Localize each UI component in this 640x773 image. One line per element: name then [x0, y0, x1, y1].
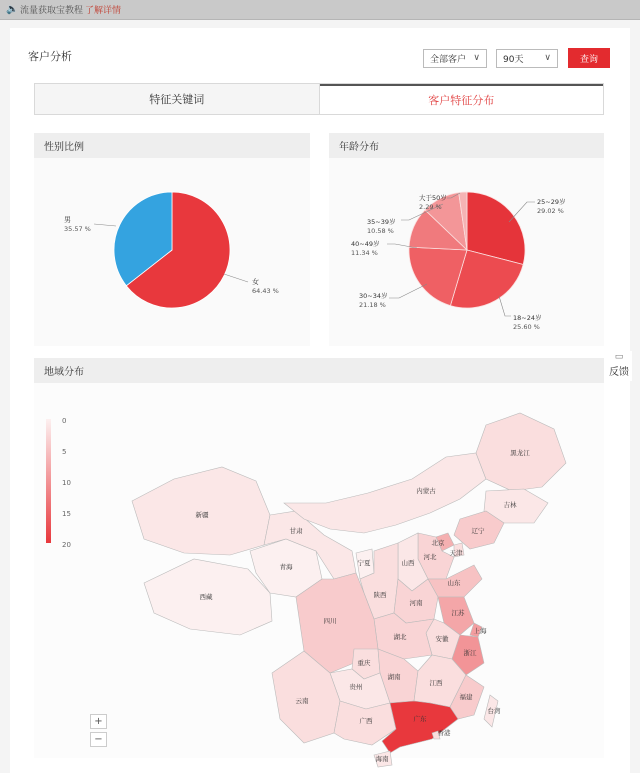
pie-category-label: 大于50岁	[419, 194, 447, 202]
age-card-title: 年龄分布	[329, 133, 604, 158]
map-province-label: 香港	[437, 729, 451, 737]
period-select-value: 90天	[503, 55, 524, 65]
map-province-label: 辽宁	[471, 527, 485, 535]
map-province-label: 湖北	[393, 633, 407, 641]
map-province-label: 内蒙古	[416, 487, 436, 495]
map-province-label: 上海	[473, 627, 487, 635]
pie-value-label: 21.18 %	[359, 301, 386, 309]
legend-tick-label: 10	[62, 479, 71, 487]
pie-category-label: 18~24岁	[513, 314, 542, 322]
map-province-label: 山西	[401, 559, 415, 567]
pie-category-label: 男	[64, 216, 71, 224]
map-province-label: 江西	[429, 679, 443, 687]
map-province-label: 黑龙江	[510, 449, 530, 457]
map-province-label: 河南	[409, 599, 423, 607]
pie-value-label: 64.43 %	[252, 287, 279, 295]
tab-bar	[34, 83, 604, 115]
map-province-label: 广西	[359, 717, 373, 725]
legend-tick-label: 0	[62, 417, 67, 425]
pie-label-line	[224, 274, 248, 282]
customer-select[interactable]	[423, 49, 487, 68]
pie-category-label: 25~29岁	[537, 198, 566, 206]
map-province-label: 河北	[423, 553, 437, 561]
map-province[interactable]	[284, 453, 486, 533]
map-province-label: 江苏	[451, 609, 465, 617]
gender-pie-chart	[34, 158, 310, 346]
map-province-label: 贵州	[349, 683, 363, 691]
chevron-down-icon: ∨	[473, 53, 480, 63]
tab-feature-keywords[interactable]: 特征关键词	[35, 84, 320, 114]
map-province-label: 福建	[459, 693, 473, 701]
feedback-button[interactable]	[606, 351, 632, 381]
gender-card	[34, 133, 310, 346]
pie-category-label: 30~34岁	[359, 292, 388, 300]
pie-value-label: 29.02 %	[537, 207, 564, 215]
customer-select-value: 全部客户	[430, 55, 467, 65]
map-province-label: 天津	[449, 549, 463, 557]
notice-link[interactable]: 了解详情	[85, 6, 122, 16]
age-card	[329, 133, 604, 346]
map-province-label: 新疆	[195, 511, 209, 519]
speaker-icon: 🔈	[6, 4, 19, 15]
map-province-label: 四川	[323, 617, 337, 625]
feedback-label: 反馈	[609, 367, 629, 378]
chat-icon: ▭	[614, 352, 624, 362]
region-card-title: 地域分布	[34, 358, 604, 383]
legend-gradient-bar	[46, 419, 51, 543]
map-province-label: 青海	[279, 563, 293, 571]
legend-tick-label: 20	[62, 541, 71, 549]
map-province-label: 浙江	[463, 649, 477, 657]
map-zoom-out-button[interactable]: −	[90, 732, 107, 747]
map-zoom-in-button[interactable]: +	[90, 714, 107, 729]
pie-category-label: 35~39岁	[367, 218, 396, 226]
pie-label-line	[499, 296, 511, 316]
chevron-down-icon: ∨	[544, 53, 551, 63]
map-province-label: 吉林	[503, 501, 517, 509]
age-pie-chart	[329, 158, 604, 346]
region-card	[34, 358, 604, 763]
gender-card-title: 性别比例	[34, 133, 310, 158]
map-province-label: 台湾	[487, 707, 501, 715]
query-button[interactable]: 查询	[568, 48, 610, 68]
pie-value-label: 35.57 %	[64, 225, 91, 233]
map-province-label: 陕西	[373, 591, 387, 599]
map-province-label: 云南	[295, 697, 309, 705]
page-title: 客户分析	[28, 50, 72, 63]
map-province-label: 海南	[375, 755, 389, 763]
pie-value-label: 25.60 %	[513, 323, 540, 331]
map-province-label: 西藏	[199, 593, 213, 601]
pie-label-line	[94, 224, 116, 226]
map-province-label: 宁夏	[357, 559, 371, 567]
legend-tick-label: 5	[62, 448, 67, 456]
pie-value-label: 10.58 %	[367, 227, 394, 235]
period-select[interactable]	[496, 49, 558, 68]
map-province-label: 广东	[413, 715, 427, 723]
pie-category-label: 40~49岁	[351, 240, 380, 248]
map-province-label: 山东	[447, 579, 461, 587]
map-province-label: 湖南	[387, 673, 401, 681]
map-province-label: 安徽	[435, 635, 449, 643]
map-province-label: 甘肃	[289, 527, 303, 535]
pie-value-label: 2.29 %	[419, 203, 442, 211]
legend-tick-label: 15	[62, 510, 71, 518]
notice-text: 流量获取宝教程	[20, 6, 84, 16]
pie-category-label: 女	[252, 278, 259, 286]
pie-value-label: 11.34 %	[351, 249, 378, 257]
tab-customer-distribution[interactable]: 客户特征分布	[320, 84, 604, 114]
notice-bar	[0, 0, 640, 20]
region-map-chart	[34, 383, 604, 763]
map-province-label: 北京	[431, 539, 445, 547]
map-province-label: 重庆	[357, 659, 371, 667]
